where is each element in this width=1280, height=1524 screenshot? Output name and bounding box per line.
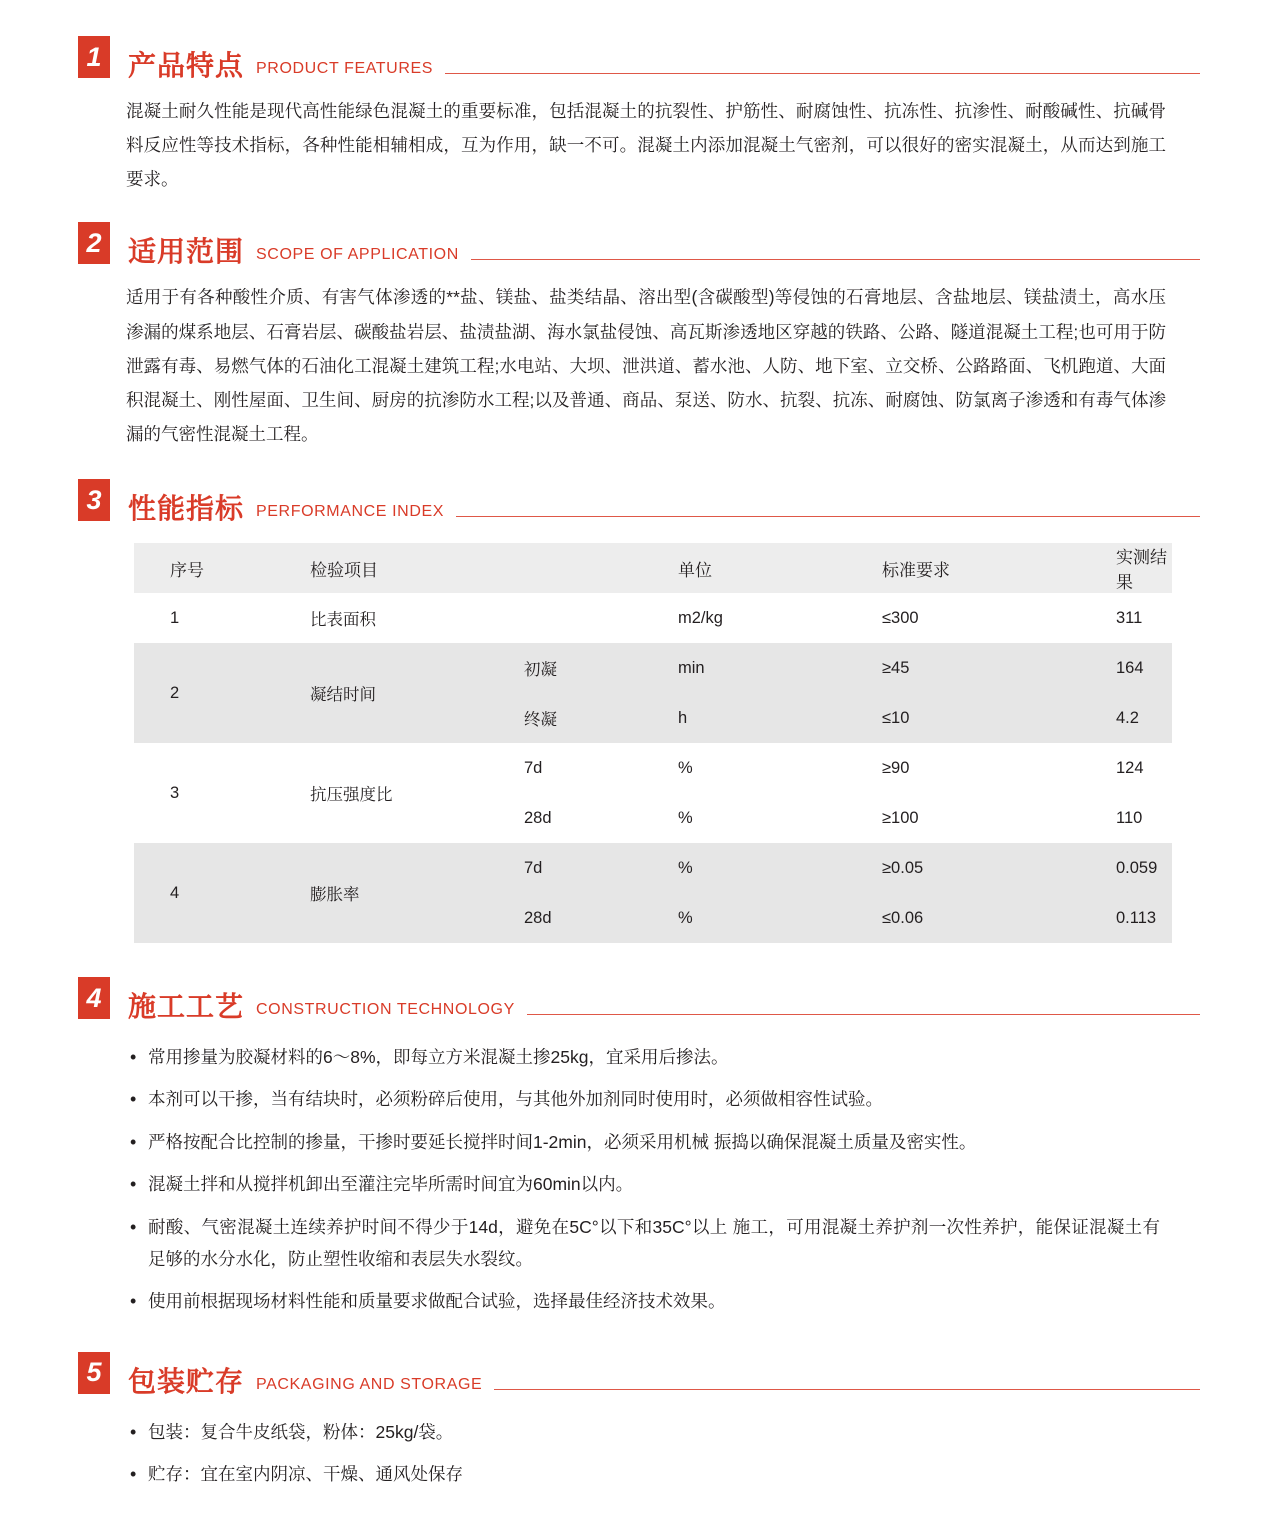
heading-divider (445, 73, 1200, 74)
construction-list (78, 1025, 1200, 1318)
th-result: 实测结果 (1112, 543, 1172, 593)
section-number-badge: 4 (78, 977, 110, 1019)
cell-unit: min (674, 643, 878, 693)
list-item: • 耐酸、气密混凝土连续养护时间不得少于14d，避免在5C°以下和35C°以上 施工，可用混凝土养护剂一次性养护，能保证混凝土有足够的水分水化，防止塑性收缩和表层失水裂纹。 (128, 1211, 1160, 1276)
cell-item: 膨胀率 (290, 843, 510, 943)
cell-result: 124 (1112, 743, 1172, 793)
product-features-paragraph: 混凝土耐久性能是现代高性能绿色混凝土的重要标准，包括混凝土的抗裂性、护筋性、耐腐蚀性、抗冻性、抗渗性、耐酸碱性、抗碱骨料反应性等技术指标，各种性能相辅相成，互为作用，缺一不可。混凝土内添加混凝土气密剂，可以很好的密实混凝土，从而达到施工要求。 (126, 101, 1166, 190)
heading-divider (471, 259, 1200, 260)
cell-unit: % (674, 893, 878, 943)
section-title-en: SCOPE OF APPLICATION (256, 246, 459, 264)
section-title-en: CONSTRUCTION TECHNOLOGY (256, 1001, 515, 1018)
section-heading (78, 1352, 1200, 1397)
section-number-badge: 5 (78, 1352, 110, 1394)
section-title-cn: 性能指标 (128, 493, 245, 524)
cell-no: 2 (134, 643, 290, 743)
list-item: • 本剂可以干掺，当有结块时，必须粉碎后使用，与其他外加剂同时使用时，必须做相容性试验。 (128, 1083, 1160, 1115)
cell-subitem: 7d (510, 743, 674, 793)
cell-standard: ≥100 (878, 793, 1112, 843)
cell-result: 311 (1112, 593, 1172, 643)
section-construction-technology (78, 977, 1200, 1318)
cell-result: 4.2 (1112, 693, 1172, 743)
cell-subitem: 终凝 (510, 693, 674, 743)
list-item: • 贮存：宜在室内阴凉、干燥、通风处保存 (128, 1458, 1160, 1490)
cell-subitem: 28d (510, 793, 674, 843)
cell-result: 164 (1112, 643, 1172, 693)
cell-item: 凝结时间 (290, 643, 510, 743)
table-row (134, 643, 1172, 693)
cell-standard: ≤0.06 (878, 893, 1112, 943)
scope-paragraph: 适用于有各种酸性介质、有害气体渗透的**盐、镁盐、盐类结晶、溶出型(含碳酸型)等侵蚀的石膏地层、含盐地层、镁盐渍土，高水压渗漏的煤系地层、石膏岩层、碳酸盐岩层、盐渍盐湖、海水氯盐侵蚀、高瓦斯渗透地区穿越的铁路、公路、隧道混凝土工程;也可用于防泄露有毒、易燃气体的石油化工混凝土建筑工程;水电站、大坝、泄洪道、蓄水池、人防、地下室、立交桥、公路路面、飞机跑道、大面积混凝土、刚性屋面、卫生间、厨房的抗渗防水工程;以及普通、商品、泵送、防水、抗裂、抗冻、耐腐蚀、防氯离子渗透和有毒气体渗漏的气密性混凝土工程。 (126, 287, 1166, 444)
list-item: • 使用前根据现场材料性能和质量要求做配合试验，选择最佳经济技术效果。 (128, 1285, 1160, 1317)
cell-subitem: 初凝 (510, 643, 674, 693)
cell-item: 比表面积 (290, 593, 674, 643)
section-number-badge: 2 (78, 222, 110, 264)
table-row (134, 843, 1172, 893)
section-number-badge: 1 (78, 36, 110, 78)
th-unit: 单位 (674, 543, 878, 593)
table-header (134, 543, 1172, 593)
list-item: • 混凝土拌和从搅拌机卸出至灌注完毕所需时间宜为60min以内。 (128, 1168, 1160, 1200)
packaging-list (78, 1400, 1200, 1491)
section-scope-of-application (78, 222, 1200, 451)
cell-subitem: 28d (510, 893, 674, 943)
section-heading (78, 977, 1200, 1022)
cell-unit: % (674, 793, 878, 843)
heading-divider (527, 1014, 1200, 1015)
section-title-en: PACKAGING AND STORAGE (256, 1375, 483, 1393)
cell-standard: ≤300 (878, 593, 1112, 643)
cell-unit: h (674, 693, 878, 743)
section-performance-index (78, 479, 1200, 943)
section-title-cn: 产品特点 (128, 50, 245, 81)
cell-subitem: 7d (510, 843, 674, 893)
cell-standard: ≥90 (878, 743, 1112, 793)
heading-divider (494, 1389, 1200, 1390)
cell-unit: m2/kg (674, 593, 878, 643)
cell-no: 1 (134, 593, 290, 643)
section-heading (78, 479, 1200, 524)
cell-standard: ≤10 (878, 693, 1112, 743)
table-header-row (134, 543, 1172, 593)
section-title-en: PERFORMANCE INDEX (256, 503, 445, 520)
list-item: • 常用掺量为胶凝材料的6～8%，即每立方米混凝土掺25kg，宜采用后掺法。 (128, 1041, 1160, 1073)
cell-result: 0.059 (1112, 843, 1172, 893)
cell-unit: % (674, 743, 878, 793)
cell-unit: % (674, 843, 878, 893)
section-title-en: PRODUCT FEATURES (256, 60, 434, 77)
section-title-cn: 适用范围 (128, 236, 245, 268)
section-title-cn: 包装贮存 (128, 1365, 245, 1397)
table-body (134, 593, 1172, 943)
section-body (78, 270, 1200, 451)
section-number-badge: 3 (78, 479, 110, 521)
cell-standard: ≥45 (878, 643, 1112, 693)
performance-table-wrapper (78, 527, 1200, 943)
cell-no: 3 (134, 743, 290, 843)
th-no: 序号 (134, 543, 290, 593)
cell-no: 4 (134, 843, 290, 943)
table-row (134, 743, 1172, 793)
section-heading (78, 222, 1200, 268)
cell-result: 110 (1112, 793, 1172, 843)
th-standard: 标准要求 (878, 543, 1112, 593)
cell-result: 0.113 (1112, 893, 1172, 943)
list-item: • 严格按配合比控制的掺量，干掺时要延长搅拌时间1-2min，必须采用机械 振捣以确保混凝土质量及密实性。 (128, 1126, 1160, 1158)
section-packaging-and-storage (78, 1352, 1200, 1491)
section-product-features (78, 36, 1200, 196)
performance-index-table (134, 543, 1172, 943)
section-heading (78, 36, 1200, 81)
th-item: 检验项目 (290, 543, 674, 593)
section-body (78, 84, 1200, 196)
section-title-cn: 施工工艺 (128, 991, 245, 1022)
list-item: • 包装：复合牛皮纸袋，粉体：25kg/袋。 (128, 1416, 1160, 1448)
heading-divider (456, 516, 1200, 517)
table-row (134, 593, 1172, 643)
cell-standard: ≥0.05 (878, 843, 1112, 893)
cell-item: 抗压强度比 (290, 743, 510, 843)
